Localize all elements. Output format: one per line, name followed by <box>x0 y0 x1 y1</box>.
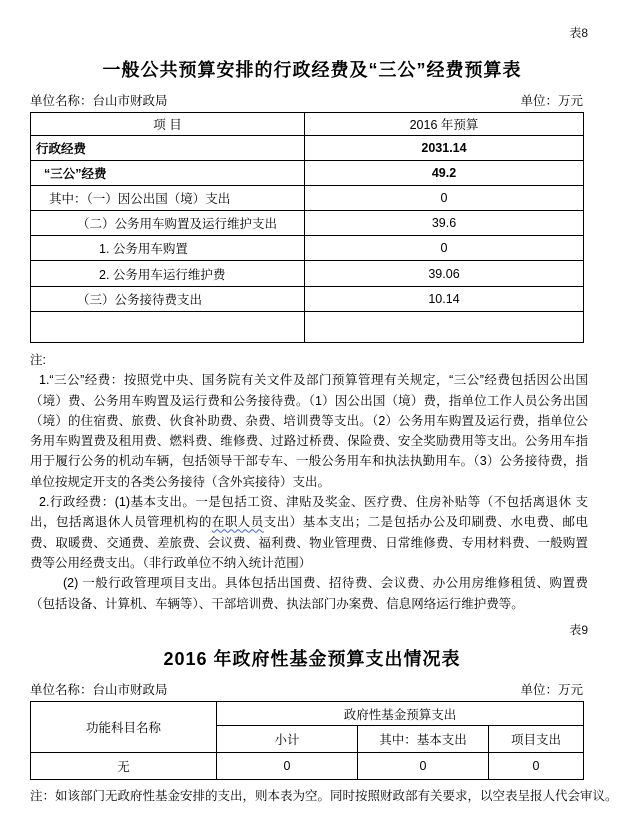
table8-meta-row <box>30 91 583 109</box>
cell-project: 0 <box>489 753 584 780</box>
table8-row-sangong <box>31 161 584 186</box>
table8-row-vehicle-maintenance <box>31 261 584 287</box>
row-label: “三公”经费 <box>31 161 305 186</box>
table9-title: 2016 年政府性基金预算支出情况表 <box>163 649 461 669</box>
table8-row-empty <box>31 312 584 343</box>
row-value: 39.6 <box>305 211 584 236</box>
table8-notes <box>30 350 588 614</box>
note2-spellcheck-wavy: 在职人员 <box>211 515 264 530</box>
row-label: 2. 公务用车运行维护费 <box>31 261 305 287</box>
table8-row-vehicle-total <box>31 211 584 236</box>
row-value: 2031.14 <box>305 136 584 161</box>
table9-header-row-1 <box>31 702 584 726</box>
table9-header-basic: 其中：基本支出 <box>358 726 489 753</box>
cell-subtotal: 0 <box>217 753 358 780</box>
row-value <box>305 312 584 343</box>
table8-header-row <box>31 113 584 136</box>
table8-unit-label: 单位：万元 <box>520 94 583 108</box>
note-paragraph-3: (2) 一般行政管理项目支出。具体包括出国费、招待费、会议费、办公用房维修租赁、购置费（包括设备、计算机、车辆等）、干部培训费、执法部门办案费、信息网络运行维护费等。 <box>30 576 588 611</box>
table9-header-subtotal: 小计 <box>217 726 358 753</box>
note2-text-cont: 支出）基本支出；二是包括办公及印刷费、水电费、邮电费、取暖费、交通费、差旅费、会议费、福利费、物业管理费、日常维修费、专用材料费、一般购置费等公用经费支出。（非行政单位不纳入统计范围） <box>30 515 588 570</box>
row-label: （三）公务接待费支出 <box>31 287 305 312</box>
cell-basic: 0 <box>358 753 489 780</box>
row-value: 0 <box>305 236 584 261</box>
row-label: 行政经费 <box>31 136 305 161</box>
table8-tag: 表8 <box>569 26 588 40</box>
row-value: 0 <box>305 186 584 211</box>
row-value: 49.2 <box>305 161 584 186</box>
table8-header-item: 项 目 <box>31 113 305 136</box>
table8 <box>30 112 584 343</box>
table8-org-label: 单位名称：台山市财政局 <box>30 94 168 108</box>
table9-unit-label: 单位：万元 <box>520 683 583 697</box>
row-label: 1. 公务用车购置 <box>31 236 305 261</box>
table9-tag: 表9 <box>569 623 588 637</box>
table8-row-admin <box>31 136 584 161</box>
notes-label: 注: <box>30 353 46 367</box>
table9-data-row <box>31 753 584 780</box>
table9-header-subject: 功能科目名称 <box>31 702 217 753</box>
table8-title: 一般公共预算安排的行政经费及“三公”经费预算表 <box>102 60 522 80</box>
row-label: （二）公务用车购置及运行维护支出 <box>31 211 305 236</box>
table9-header-group: 政府性基金预算支出 <box>217 702 584 726</box>
table8-row-vehicle-purchase <box>31 236 584 261</box>
note-paragraph-1: 1.“三公”经费：按照党中央、国务院有关文件及部门预算管理有关规定，“三公”经费包括因公出国（境）费、公务用车购置及运行费和公务接待费。（1）因公出国（境）费，指单位工作人员公务出国（境）的住宿费、旅费、伙食补助费、杂费、培训费等支出。（2）公务用车购置及运行费，指单位公务用车购置费及租用费、燃料费、维修费、过路过桥费、保险费、安全奖励费用等支出。公务用车指用于履行公务的机动车辆，包括领导干部专车、一般公务用车和执法执勤用车。（3）公务接待费，指单位按规定开支的各类公务接待（含外宾接待）支出。 <box>30 373 588 489</box>
table8-row-abroad <box>31 186 584 211</box>
row-label: 其中：（一）因公出国（境）支出 <box>31 186 305 211</box>
cell-subject-name: 无 <box>31 753 217 780</box>
row-value: 10.14 <box>305 287 584 312</box>
table9-header-project: 项目支出 <box>489 726 584 753</box>
note-paragraph-2 <box>30 492 588 573</box>
row-value: 39.06 <box>305 261 584 287</box>
table9-meta-row <box>30 680 583 698</box>
table8-row-reception <box>31 287 584 312</box>
table9-org-label: 单位名称：台山市财政局 <box>30 683 168 697</box>
table9 <box>30 701 584 780</box>
row-label <box>31 312 305 343</box>
table9-note: 注：如该部门无政府性基金安排的支出，则本表为空。同时按照财政部有关要求，以空表呈报人代会审议。 <box>30 789 618 803</box>
note2-text: 2.行政经费：(1)基本支出。一是包括工资、津贴及奖金、医疗费、住房补贴等（不包括离退休 支出，包括离退休人员管理机构的 <box>30 495 588 530</box>
table8-header-budget: 2016 年预算 <box>305 113 584 136</box>
